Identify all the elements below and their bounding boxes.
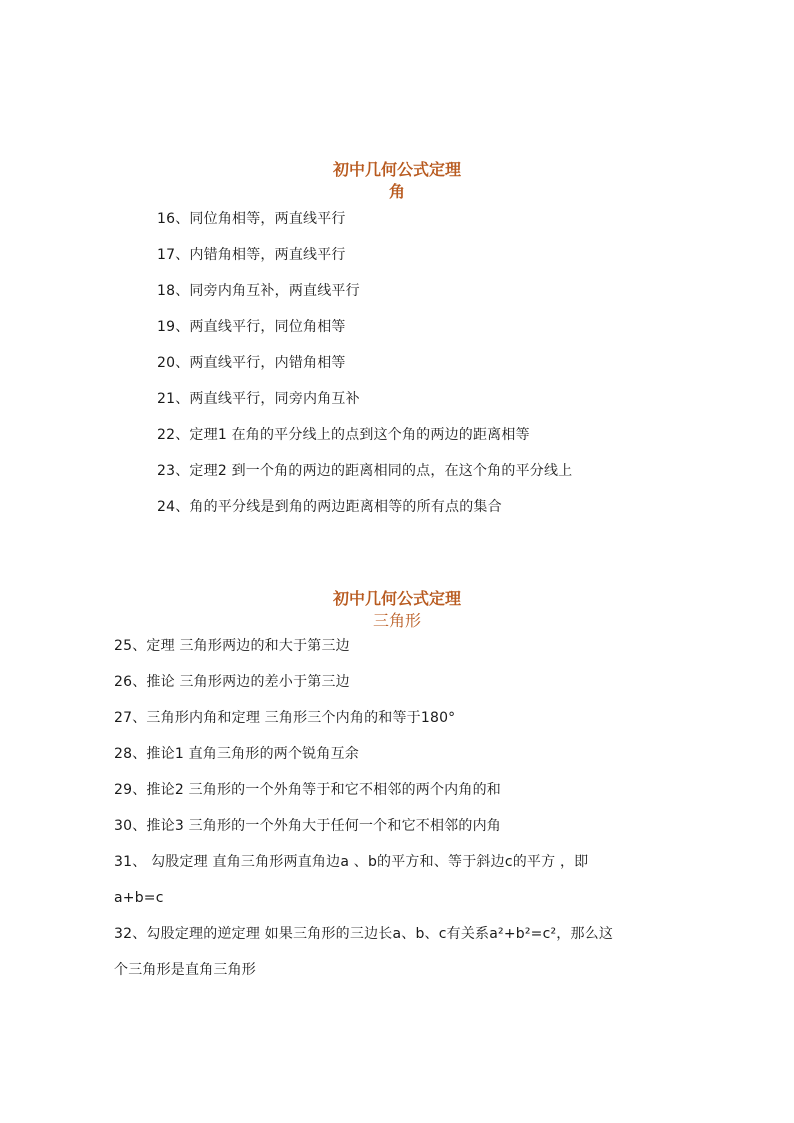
theorem-item: 23、定理2 到一个角的两边的距离相同的点，在这个角的平分线上: [157, 463, 573, 479]
theorem-item: 28、推论1 直角三角形的两个锐角互余: [114, 746, 359, 762]
section-subtitle: 角: [388, 182, 405, 201]
theorem-item: 21、两直线平行，同旁内角互补: [157, 391, 360, 407]
theorem-item: 25、定理 三角形两边的和大于第三边: [114, 638, 350, 654]
theorem-item: 24、角的平分线是到角的两边距离相等的所有点的集合: [157, 499, 502, 515]
section-title: 初中几何公式定理: [332, 160, 461, 179]
theorem-item: 32、勾股定理的逆定理 如果三角形的三边长a、b、c有关系a²+b²=c²，那么这: [114, 926, 614, 942]
theorem-item: 30、推论3 三角形的一个外角大于任何一个和它不相邻的内角: [114, 818, 501, 834]
theorem-item: 18、同旁内角互补，两直线平行: [157, 283, 360, 299]
section-subtitle: 三角形: [372, 611, 421, 630]
theorem-item: 31、 勾股定理 直角三角形两直角边a 、b的平方和、等于斜边c的平方 ，即: [114, 854, 589, 870]
theorem-item: 26、推论 三角形两边的差小于第三边: [114, 674, 350, 690]
theorem-item: 17、内错角相等，两直线平行: [157, 247, 346, 263]
theorem-item: 19、两直线平行，同位角相等: [157, 319, 346, 335]
theorem-item-continuation: a+b=c: [114, 890, 164, 906]
theorem-item: 20、两直线平行，内错角相等: [157, 355, 346, 371]
section-title: 初中几何公式定理: [332, 589, 461, 608]
theorem-item-continuation: 个三角形是直角三角形: [114, 962, 256, 978]
theorem-item: 29、推论2 三角形的一个外角等于和它不相邻的两个内角的和: [114, 782, 501, 798]
theorem-item: 27、三角形内角和定理 三角形三个内角的和等于180°: [114, 710, 456, 726]
theorem-item: 16、同位角相等，两直线平行: [157, 211, 346, 227]
theorem-item: 22、定理1 在角的平分线上的点到这个角的两边的距离相等: [157, 427, 530, 443]
